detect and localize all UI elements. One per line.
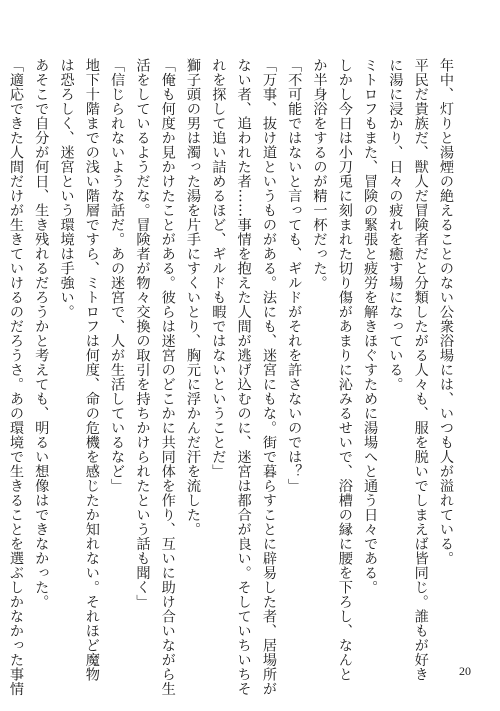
text-line: 年中、灯りと湯煙の絶えることのない公衆浴場には、いつも人が溢れている。: [438, 58, 454, 566]
text-line: れを探して追い詰めるほど、ギルドも暇ではないということだ」: [210, 58, 227, 479]
text-line: 「適応できた人間だけが生きていけるのだろうさ。あの環境で生きることを選ぶしかなかった事情: [7, 58, 24, 696]
text-line: に湯に浸かり、日々の疲れを癒す場になっている。: [387, 58, 404, 392]
text-line: は恐ろしく、迷宮という環境は手強い。: [58, 58, 75, 319]
text-line: 地下十階までの浅い階層ですら、ミトロフは何度、命の危機を感じたか知れない。それほど魔物: [83, 58, 100, 682]
text-line: 「不可能ではないと言っても、ギルドがそれを許さないのでは？」: [286, 58, 303, 493]
text-line: 獅子頭の男は濁った湯を片手にすくいとり、胸元に浮かんだ汗を流した。: [185, 58, 202, 537]
text-line: しかし今日は小刀兎に刻まれた切り傷があまりに沁みるせいで、浴槽の縁に腰を下ろし、なんと: [336, 58, 353, 682]
text-line: ない者、追われた者……事情を抱えた人間が逃げ込むのに、迷宮は都合が良い。そしていちいちそ: [235, 58, 252, 696]
vertical-text-body: [7, 58, 458, 696]
text-line: 「信じられないような話だ。あの迷宮で、人が生活しているなど」: [109, 58, 126, 493]
text-line: 「万事、抜け道というものがある。法にも、迷宮にもな。街で暮らすことに辟易した者、居場所が: [260, 58, 277, 696]
text-line: ミトロフもまた、冒険の緊張と疲労を解きほぐすために湯場へと通う日々である。: [362, 58, 379, 595]
text-line: か半身浴をするのが精一杯だった。: [311, 58, 328, 290]
text-line: 活をしているようだな。冒険者が物々交換の取引を持ちかけられたという話も聞く」: [134, 58, 151, 609]
text-line: 平民だ貴族だ、獣人だ冒険者だと分類したがる人々も、服を脱いでしまえば皆同じ。誰もが好き: [412, 58, 429, 682]
page-number: 20: [459, 664, 471, 678]
text-line: 「俺も何度か見かけたことがある。彼らは迷宮のどこかに共同体を作り、互いに助け合いながら生: [159, 58, 176, 696]
text-line: あそこで自分が何日、生き残れるだろうかと考えても、明るい想像はできなかった。: [33, 58, 50, 609]
